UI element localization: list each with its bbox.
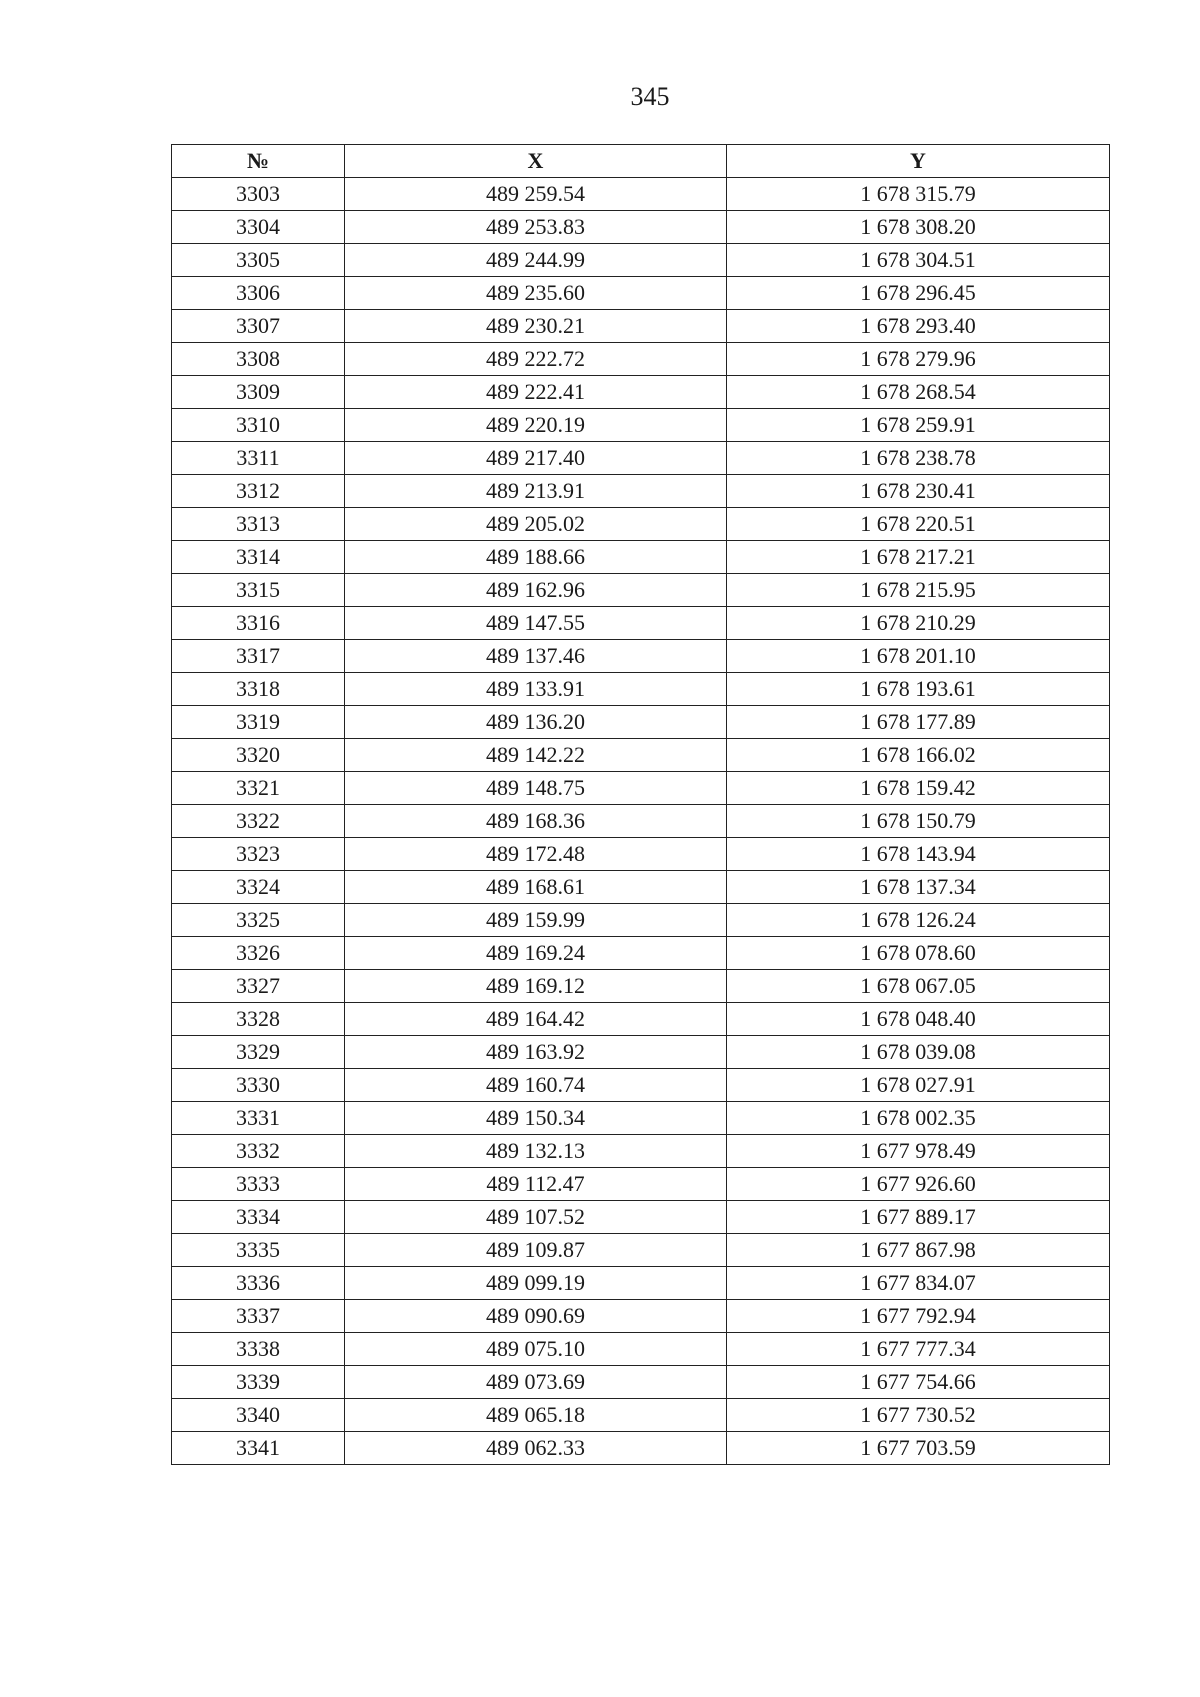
- table-row: [172, 541, 1110, 574]
- cell-x: 489 162.96: [345, 574, 727, 607]
- cell-x: 489 142.22: [345, 739, 727, 772]
- cell-x: 489 159.99: [345, 904, 727, 937]
- cell-x: 489 099.19: [345, 1267, 727, 1300]
- cell-y: 1 678 293.40: [727, 310, 1110, 343]
- table-row: [172, 178, 1110, 211]
- cell-y: 1 677 834.07: [727, 1267, 1110, 1300]
- table-row: [172, 1234, 1110, 1267]
- cell-number: 3311: [172, 442, 345, 475]
- cell-y: 1 678 150.79: [727, 805, 1110, 838]
- header-x: X: [345, 145, 727, 178]
- cell-y: 1 678 067.05: [727, 970, 1110, 1003]
- cell-y: 1 677 703.59: [727, 1432, 1110, 1465]
- cell-x: 489 112.47: [345, 1168, 727, 1201]
- table-row: [172, 1432, 1110, 1465]
- cell-x: 489 109.87: [345, 1234, 727, 1267]
- table-row: [172, 475, 1110, 508]
- cell-number: 3341: [172, 1432, 345, 1465]
- cell-y: 1 678 210.29: [727, 607, 1110, 640]
- table-row: [172, 211, 1110, 244]
- table-row: [172, 1333, 1110, 1366]
- table-row: [172, 838, 1110, 871]
- cell-y: 1 678 166.02: [727, 739, 1110, 772]
- cell-x: 489 222.41: [345, 376, 727, 409]
- cell-x: 489 188.66: [345, 541, 727, 574]
- table-row: [172, 1300, 1110, 1333]
- cell-x: 489 169.12: [345, 970, 727, 1003]
- cell-y: 1 678 315.79: [727, 178, 1110, 211]
- cell-x: 489 062.33: [345, 1432, 727, 1465]
- table-row: [172, 277, 1110, 310]
- cell-x: 489 169.24: [345, 937, 727, 970]
- cell-number: 3305: [172, 244, 345, 277]
- table-row: [172, 937, 1110, 970]
- cell-number: 3324: [172, 871, 345, 904]
- cell-number: 3312: [172, 475, 345, 508]
- cell-y: 1 678 238.78: [727, 442, 1110, 475]
- cell-number: 3309: [172, 376, 345, 409]
- cell-x: 489 075.10: [345, 1333, 727, 1366]
- cell-x: 489 163.92: [345, 1036, 727, 1069]
- cell-x: 489 160.74: [345, 1069, 727, 1102]
- cell-number: 3306: [172, 277, 345, 310]
- table-row: [172, 442, 1110, 475]
- cell-number: 3315: [172, 574, 345, 607]
- table-row: [172, 1399, 1110, 1432]
- cell-x: 489 150.34: [345, 1102, 727, 1135]
- page-number: 345: [630, 82, 670, 111]
- header-y: Y: [727, 145, 1110, 178]
- cell-number: 3319: [172, 706, 345, 739]
- table-row: [172, 574, 1110, 607]
- table-row: [172, 1366, 1110, 1399]
- cell-number: 3321: [172, 772, 345, 805]
- table-row: [172, 673, 1110, 706]
- cell-y: 1 677 754.66: [727, 1366, 1110, 1399]
- cell-number: 3337: [172, 1300, 345, 1333]
- cell-y: 1 677 730.52: [727, 1399, 1110, 1432]
- cell-y: 1 678 259.91: [727, 409, 1110, 442]
- cell-x: 489 244.99: [345, 244, 727, 277]
- cell-y: 1 678 230.41: [727, 475, 1110, 508]
- table-row: [172, 244, 1110, 277]
- table-row: [172, 1003, 1110, 1036]
- cell-number: 3326: [172, 937, 345, 970]
- cell-number: 3308: [172, 343, 345, 376]
- cell-number: 3334: [172, 1201, 345, 1234]
- table-body: [172, 178, 1110, 1465]
- cell-x: 489 168.36: [345, 805, 727, 838]
- cell-number: 3331: [172, 1102, 345, 1135]
- table-row: [172, 805, 1110, 838]
- table-row: [172, 508, 1110, 541]
- cell-number: 3310: [172, 409, 345, 442]
- cell-number: 3328: [172, 1003, 345, 1036]
- cell-y: 1 678 296.45: [727, 277, 1110, 310]
- cell-x: 489 148.75: [345, 772, 727, 805]
- cell-y: 1 677 867.98: [727, 1234, 1110, 1267]
- cell-number: 3322: [172, 805, 345, 838]
- cell-y: 1 678 308.20: [727, 211, 1110, 244]
- cell-number: 3316: [172, 607, 345, 640]
- cell-number: 3314: [172, 541, 345, 574]
- cell-number: 3323: [172, 838, 345, 871]
- cell-y: 1 678 201.10: [727, 640, 1110, 673]
- cell-y: 1 678 217.21: [727, 541, 1110, 574]
- coordinates-table: [171, 144, 1110, 1465]
- table-row: [172, 409, 1110, 442]
- cell-y: 1 678 137.34: [727, 871, 1110, 904]
- table-row: [172, 904, 1110, 937]
- cell-x: 489 220.19: [345, 409, 727, 442]
- cell-x: 489 172.48: [345, 838, 727, 871]
- cell-x: 489 107.52: [345, 1201, 727, 1234]
- table-row: [172, 1102, 1110, 1135]
- cell-x: 489 235.60: [345, 277, 727, 310]
- cell-number: 3307: [172, 310, 345, 343]
- cell-x: 489 259.54: [345, 178, 727, 211]
- cell-y: 1 678 193.61: [727, 673, 1110, 706]
- cell-y: 1 678 177.89: [727, 706, 1110, 739]
- table-row: [172, 970, 1110, 1003]
- cell-y: 1 677 792.94: [727, 1300, 1110, 1333]
- cell-y: 1 678 215.95: [727, 574, 1110, 607]
- cell-x: 489 230.21: [345, 310, 727, 343]
- cell-number: 3329: [172, 1036, 345, 1069]
- cell-x: 489 136.20: [345, 706, 727, 739]
- cell-number: 3320: [172, 739, 345, 772]
- cell-number: 3303: [172, 178, 345, 211]
- cell-y: 1 677 889.17: [727, 1201, 1110, 1234]
- cell-number: 3330: [172, 1069, 345, 1102]
- cell-y: 1 678 279.96: [727, 343, 1110, 376]
- table-row: [172, 1069, 1110, 1102]
- table-row: [172, 772, 1110, 805]
- cell-y: 1 678 027.91: [727, 1069, 1110, 1102]
- table-row: [172, 343, 1110, 376]
- cell-number: 3336: [172, 1267, 345, 1300]
- cell-x: 489 132.13: [345, 1135, 727, 1168]
- cell-x: 489 073.69: [345, 1366, 727, 1399]
- table-row: [172, 706, 1110, 739]
- cell-x: 489 137.46: [345, 640, 727, 673]
- table-row: [172, 1201, 1110, 1234]
- cell-number: 3313: [172, 508, 345, 541]
- table-row: [172, 607, 1110, 640]
- cell-x: 489 217.40: [345, 442, 727, 475]
- cell-number: 3327: [172, 970, 345, 1003]
- table-row: [172, 310, 1110, 343]
- table-row: [172, 376, 1110, 409]
- table-row: [172, 1267, 1110, 1300]
- cell-y: 1 678 268.54: [727, 376, 1110, 409]
- cell-number: 3332: [172, 1135, 345, 1168]
- cell-number: 3335: [172, 1234, 345, 1267]
- cell-y: 1 678 002.35: [727, 1102, 1110, 1135]
- cell-number: 3304: [172, 211, 345, 244]
- cell-x: 489 065.18: [345, 1399, 727, 1432]
- cell-y: 1 678 220.51: [727, 508, 1110, 541]
- table-row: [172, 640, 1110, 673]
- table-row: [172, 1036, 1110, 1069]
- cell-x: 489 253.83: [345, 211, 727, 244]
- cell-number: 3339: [172, 1366, 345, 1399]
- table-row: [172, 739, 1110, 772]
- cell-number: 3318: [172, 673, 345, 706]
- cell-x: 489 133.91: [345, 673, 727, 706]
- table-row: [172, 871, 1110, 904]
- cell-number: 3325: [172, 904, 345, 937]
- cell-x: 489 164.42: [345, 1003, 727, 1036]
- cell-y: 1 677 777.34: [727, 1333, 1110, 1366]
- cell-y: 1 677 978.49: [727, 1135, 1110, 1168]
- table-header-row: [172, 145, 1110, 178]
- cell-x: 489 147.55: [345, 607, 727, 640]
- cell-y: 1 678 304.51: [727, 244, 1110, 277]
- cell-y: 1 678 048.40: [727, 1003, 1110, 1036]
- cell-x: 489 090.69: [345, 1300, 727, 1333]
- table-row: [172, 1135, 1110, 1168]
- cell-number: 3338: [172, 1333, 345, 1366]
- cell-y: 1 677 926.60: [727, 1168, 1110, 1201]
- cell-y: 1 678 078.60: [727, 937, 1110, 970]
- cell-number: 3317: [172, 640, 345, 673]
- cell-number: 3340: [172, 1399, 345, 1432]
- cell-x: 489 168.61: [345, 871, 727, 904]
- cell-number: 3333: [172, 1168, 345, 1201]
- cell-y: 1 678 159.42: [727, 772, 1110, 805]
- cell-x: 489 213.91: [345, 475, 727, 508]
- cell-y: 1 678 126.24: [727, 904, 1110, 937]
- table-row: [172, 1168, 1110, 1201]
- cell-y: 1 678 143.94: [727, 838, 1110, 871]
- cell-x: 489 222.72: [345, 343, 727, 376]
- cell-y: 1 678 039.08: [727, 1036, 1110, 1069]
- cell-x: 489 205.02: [345, 508, 727, 541]
- header-number: №: [172, 145, 345, 178]
